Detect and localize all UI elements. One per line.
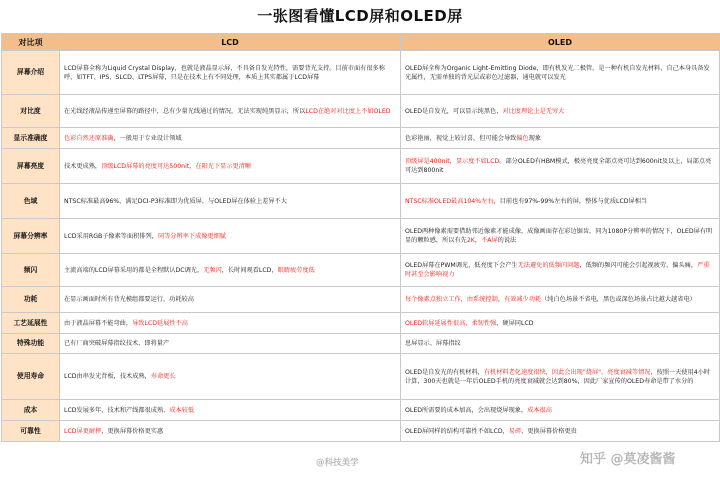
oled-cell xyxy=(401,313,720,334)
oled-cell xyxy=(401,421,720,442)
cell-text: ， xyxy=(460,296,467,303)
cell-text: ，硬屏同LCD xyxy=(496,319,534,327)
lcd-cell xyxy=(60,421,401,442)
table-row xyxy=(2,149,720,184)
cell-text: LCD发展多年，技术和产线都很成熟， xyxy=(64,406,170,414)
cell-text: LCD采用RGB子像素等面积排列， xyxy=(64,232,158,240)
highlight-text: 有机材料老化速度很快，因此会出现"烧屏"、亮度衰减等情况 xyxy=(483,368,651,376)
table-row xyxy=(2,95,720,128)
cell-text: ， xyxy=(497,296,504,303)
cell-text: 已有厂商突破屏幕指纹技术，即将量产 xyxy=(64,340,170,347)
highlight-text: 每个像素点独立工作 xyxy=(405,296,461,303)
table-row xyxy=(2,313,720,334)
table-row xyxy=(2,354,720,400)
row-label: 屏幕介绍 xyxy=(2,51,60,95)
highlight-text: 同等分辨率下成像更细腻 xyxy=(157,232,226,240)
cell-text: ，长时间观看LCD， xyxy=(221,266,278,274)
lcd-cell xyxy=(60,287,401,313)
highlight-text: 成本很高 xyxy=(527,406,552,414)
cell-text: ，更换屏幕价格更贵 xyxy=(521,427,577,435)
lcd-cell xyxy=(60,313,401,334)
cell-text: OLED两种像素需要借助邻近像素才能成像，成像画面存在彩边锯齿，同为1080P分辨率的情况下，OLED屏有明显的颗粒感，所以有先 xyxy=(405,228,713,244)
highlight-text: 顶级屏是400nit，显示度不如LCD xyxy=(405,158,500,165)
cell-text: OLED屏全称为Organic Light-Emitting Diode，即有机发光二极管。是一种有机自发光材料，自己本身具备发光属性，无需单独的背光层或彩色过滤器，通电就可以发光 xyxy=(405,64,710,81)
cell-text: 。部分OLED有HBM模式，极亮亮度全部点亮可达到600nit及以上，局部点亮可达到800nit xyxy=(405,158,712,174)
table-header-row xyxy=(2,34,720,51)
cell-text: OLED屏同样的结构可靠性不如LCD， xyxy=(405,427,509,435)
oled-cell xyxy=(401,334,720,354)
weibo-watermark: @科技美学 xyxy=(316,458,359,468)
header-compare-item: 对比项 xyxy=(2,34,60,51)
lcd-cell xyxy=(60,51,401,95)
table-row xyxy=(2,287,720,313)
oled-cell xyxy=(401,184,720,219)
header-oled: OLED xyxy=(401,34,720,51)
highlight-text: 严重时甚至会影响视力 xyxy=(405,262,710,278)
oled-cell xyxy=(401,95,720,128)
cell-text: OLED是自发光的有机材料， xyxy=(405,368,484,376)
row-label: 工艺延展性 xyxy=(2,313,60,334)
lcd-cell xyxy=(60,219,401,254)
highlight-text: 有效减少功耗 xyxy=(504,296,542,303)
cell-text: ，更换屏幕价格更实惠 xyxy=(101,427,164,435)
lcd-cell xyxy=(60,95,401,128)
oled-cell xyxy=(401,354,720,400)
cell-text: 的说法 xyxy=(497,237,517,244)
cell-text: LCD屏幕全称为Liquid Crystal Display，也就是液晶显示屏，不具备自发光特性，需要背光支持。目前市面有很多称呼，如TFT、IPS、SLCD、LTPS屏幕，只是在技术上有不同处理，本质上其实都属于LCD屏幕 xyxy=(64,64,385,81)
oled-cell xyxy=(401,287,720,313)
row-label: 成本 xyxy=(2,400,60,421)
highlight-text: 不A屏 xyxy=(481,237,498,244)
highlight-text: OLED软屏延展性很高，柔韧性强 xyxy=(405,319,497,327)
oled-cell xyxy=(401,254,720,287)
lcd-cell xyxy=(60,254,401,287)
cell-text: （纯白色场景不省电，黑色或深色场景占比越大越省电） xyxy=(541,296,696,303)
highlight-text: 对比度理论上是无穷大 xyxy=(502,107,565,115)
cell-text: OLED屏幕在PWM调光，低亮度下会产生 xyxy=(405,262,518,269)
highlight-text: 无频闪 xyxy=(203,266,222,274)
cell-text: ，低频的频闪可能会引起视疲劳、偏头痛， xyxy=(579,262,698,269)
page-title: 一张图看懂LCD屏和OLED屏 xyxy=(257,7,463,25)
comparison-table xyxy=(1,33,720,442)
lcd-cell xyxy=(60,149,401,184)
highlight-text: NTSC标准OLED最高104%左右 xyxy=(405,197,494,205)
cell-text: ，按照一天使用4小时计算，300天也就是一年后OLED手机的亮度衰减就会达到80%，因此厂家宣传的OLED寿命是带了水分的 xyxy=(405,368,711,385)
row-label: 对比度 xyxy=(2,95,60,128)
cell-text: ， xyxy=(474,237,482,244)
cell-text: 在光线经液晶传递至屏幕的路径中，总有少量光线通过的情况，无法实现纯黑显示，所以 xyxy=(64,107,306,115)
row-label: 使用寿命 xyxy=(2,354,60,400)
highlight-text: 无法避免的低频闪问题 xyxy=(517,262,580,269)
cell-text: 现象 xyxy=(528,134,542,142)
highlight-text: 偏色 xyxy=(516,134,529,142)
cell-text: 在显示画面时所有背光模组都要运行，功耗较高 xyxy=(64,296,194,303)
cell-text: OLED所需要的成本加高，会出现烧屏现象， xyxy=(405,406,528,414)
highlight-text: 顶级LCD屏幕的亮度可达500nit，在阳光下显示更清晰 xyxy=(101,162,252,170)
row-label: 屏幕分辨率 xyxy=(2,219,60,254)
table-row xyxy=(2,51,720,95)
lcd-cell xyxy=(60,400,401,421)
row-label: 色域 xyxy=(2,184,60,219)
highlight-text: 寿命更长 xyxy=(150,373,176,380)
table-row xyxy=(2,219,720,254)
highlight-text: 2K xyxy=(466,237,475,244)
row-label: 功耗 xyxy=(2,287,60,313)
cell-text: ，目前也有97%-99%左右的屏，整体与优质LCD屏相当 xyxy=(493,197,648,205)
cell-text: 息屏显示、屏幕指纹 xyxy=(405,340,461,347)
cell-text: OLED是自发光，可以显示纯黑色， xyxy=(405,107,503,115)
table-row xyxy=(2,400,720,421)
table-body xyxy=(2,51,720,442)
cell-text: LCD由串发光背板，技术成熟， xyxy=(64,373,151,380)
row-label: 屏幕亮度 xyxy=(2,149,60,184)
row-label: 显示准确度 xyxy=(2,128,60,149)
highlight-text: 由系统控制 xyxy=(466,296,498,303)
cell-text: 由于液晶屏幕不能弯曲， xyxy=(64,319,133,327)
highlight-text: LCD屏更耐摔 xyxy=(64,427,102,435)
cell-text: 技术更成熟， xyxy=(64,162,102,170)
lcd-cell xyxy=(60,334,401,354)
row-label: 特殊功能 xyxy=(2,334,60,354)
oled-cell xyxy=(401,219,720,254)
table-row xyxy=(2,184,720,219)
oled-cell xyxy=(401,149,720,184)
cell-text: ，一般用于专业设计领域 xyxy=(113,134,182,142)
cell-text: NTSC标准最高96%，满足DCI-P3标准即为优质屏，与OLED屏在体验上差异不大 xyxy=(64,197,287,205)
oled-cell xyxy=(401,400,720,421)
table-row xyxy=(2,334,720,354)
lcd-cell xyxy=(60,128,401,149)
highlight-text: LCD在绝对对比度上不如OLED xyxy=(305,107,391,115)
cell-text: 色彩艳丽，视觉上较讨喜，但可能会导致 xyxy=(405,134,517,142)
oled-cell xyxy=(401,128,720,149)
highlight-text: 眼睛疲劳度低 xyxy=(277,266,315,274)
highlight-text: 易碎 xyxy=(508,427,522,435)
oled-cell xyxy=(401,51,720,95)
highlight-text: 色彩自然还原准确 xyxy=(64,134,114,142)
highlight-text: 导致LCD延展性不高 xyxy=(132,319,188,327)
highlight-text: 成本较低 xyxy=(169,406,195,414)
header-lcd: LCD xyxy=(60,34,401,51)
table-row xyxy=(2,254,720,287)
row-label: 可靠性 xyxy=(2,421,60,442)
row-label: 频闪 xyxy=(2,254,60,287)
table-row xyxy=(2,421,720,442)
lcd-cell xyxy=(60,184,401,219)
table-row xyxy=(2,128,720,149)
zhihu-watermark: 知乎 @莫凌酱酱 xyxy=(580,452,676,467)
cell-text: 主流高端的LCD屏幕采用的都是全程默认DC调光， xyxy=(64,266,204,274)
lcd-cell xyxy=(60,354,401,400)
